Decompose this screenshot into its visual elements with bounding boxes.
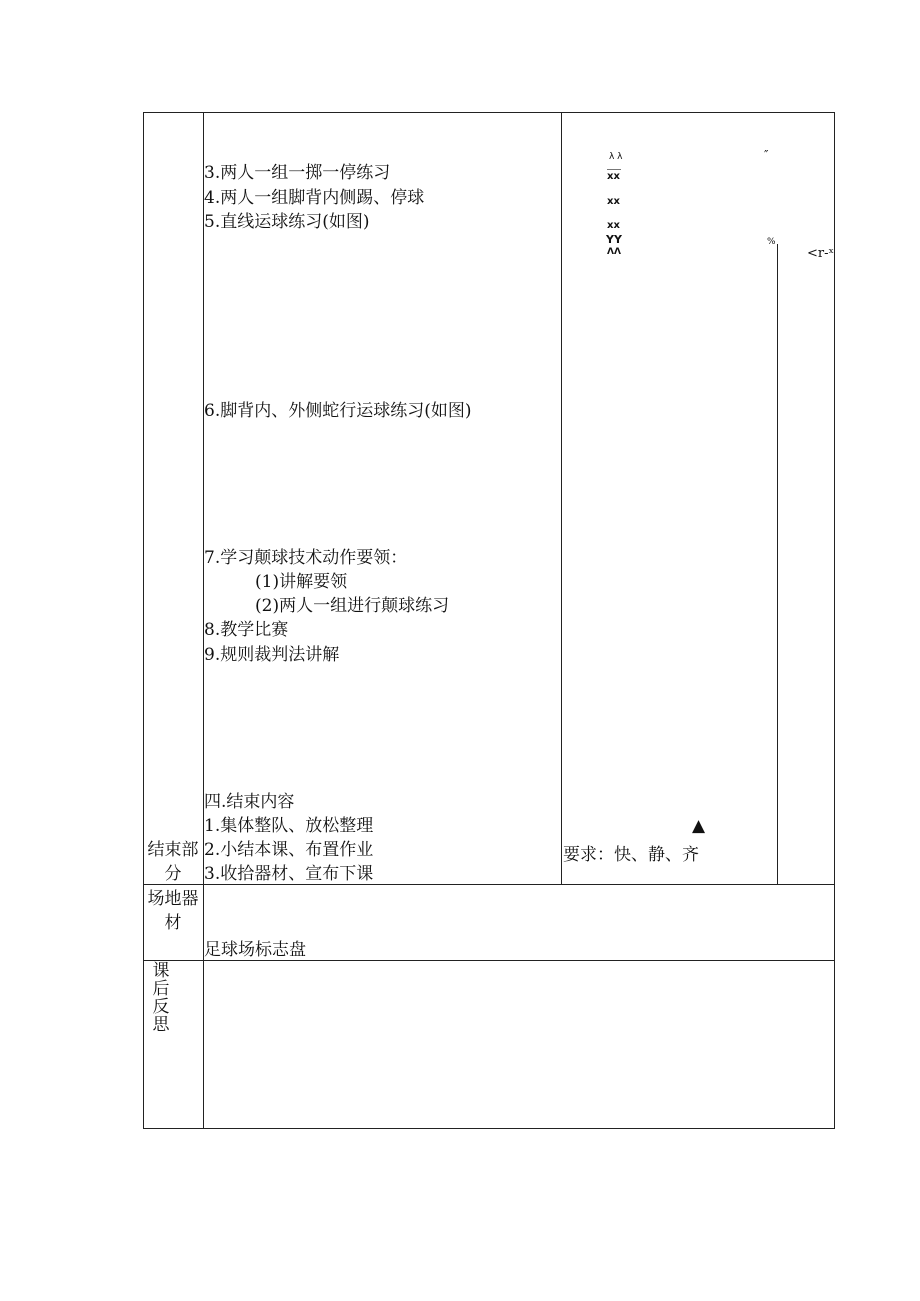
formation-mark: xx [607,220,620,231]
exercise-subitem: (1)讲解要领 [255,572,348,592]
exercise-item: 3.两人一组一掷一停练习 [204,163,391,183]
formation-mark: YY [606,233,622,246]
exercise-item: 9.规则裁判法讲解 [204,645,340,665]
exercise-item: 5.直线运球练习(如图) [204,212,370,232]
venue-label: 场地器材 [147,889,199,933]
diagram-inner-line [777,244,778,885]
requirement-text: 要求：快、静、齐 [563,845,699,865]
exercise-item: 4.两人一组脚背内侧踢、停球 [204,188,425,208]
content-column-divider [561,112,562,885]
ending-item: 1.集体整队、放松整理 [204,816,374,836]
formation-mark: ΛΛ [607,247,621,257]
exercise-item: 8.教学比赛 [204,620,289,640]
venue-content: 足球场标志盘 [204,940,306,960]
formation-dash [607,169,621,170]
formation-mark: xx [607,196,620,207]
exercise-subitem: (2)两人一组进行颠球练习 [255,596,450,616]
formation-mark: xx [607,171,620,182]
ending-item: 2.小结本课、布置作业 [204,840,374,860]
table-left-border [143,112,144,1129]
formation-mark: % [767,237,776,247]
ending-item: 3.收拾器材、宣布下课 [204,864,374,884]
ending-section-label: 结束部分 [147,840,199,884]
teacher-triangle-icon: ▲ [692,816,706,836]
formation-mark: ″ [764,148,769,162]
exercise-item-7: 7.学习颠球技术动作要领： [204,548,408,568]
reflection-label: 课后反思 [152,961,170,1035]
table-bottom-border [143,1128,835,1129]
exercise-item-6: 6.脚背内、外侧蛇行运球练习(如图) [204,401,472,421]
table-top-border [143,112,835,113]
table-right-border [834,112,835,1129]
formation-mark: <r-ˣ [807,246,835,261]
formation-mark: λ λ [609,152,623,162]
ending-title: 四.结束内容 [204,792,295,812]
